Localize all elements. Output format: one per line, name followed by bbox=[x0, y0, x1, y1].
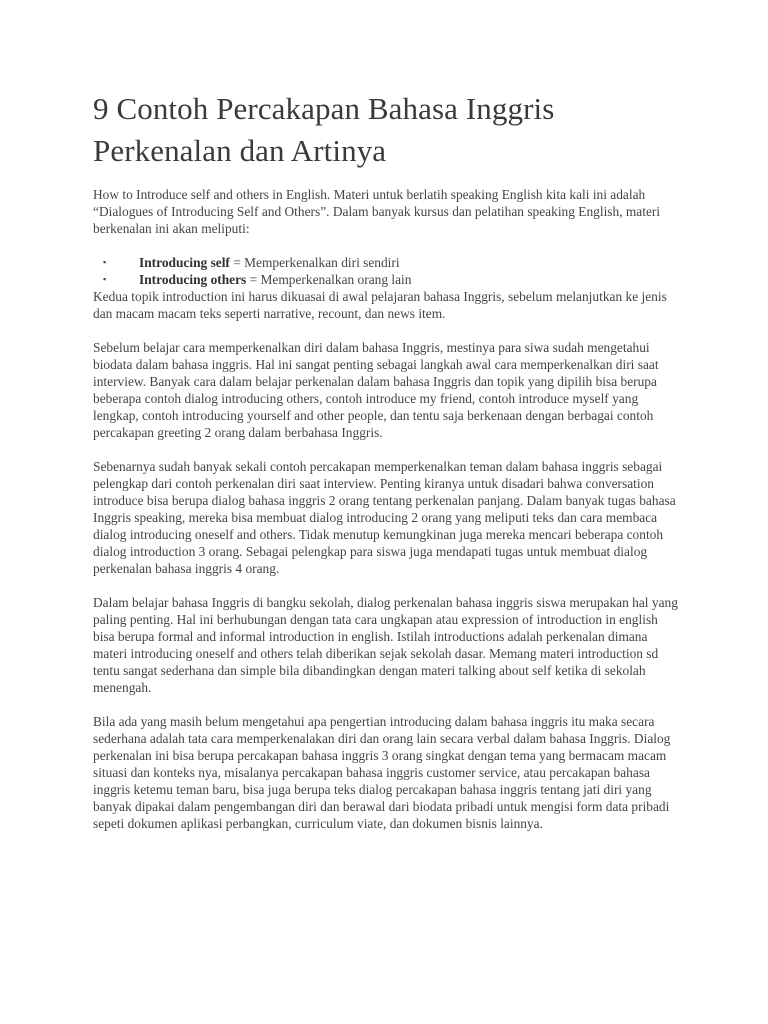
body-paragraph: Sebenarnya sudah banyak sekali contoh percakapan memperkenalkan teman dalam bahasa inggris sebagai pelengkap dari contoh perkenalan diri saat interview. Penting kiranya untuk disadari bahwa conversation introduce bisa berupa dialog bahasa inggris 2 orang tentang perkenalan panjang. Dalam banyak tugas bahasa Inggris speaking, mereka bisa membuat dialog introducing 2 orang yang meliputi teks dan cara membaca dialog introducing oneself and others. Tidak menutup kemungkinan juga mereka mencari beberapa contoh dialog introduction 3 orang. Sebagai pelengkap para siswa juga mendapati tugas untuk membuat dialog perkenalan bahasa inggris 4 orang. bbox=[93, 459, 676, 576]
body-paragraph: Bila ada yang masih belum mengetahui apa pengertian introducing dalam bahasa inggris itu maka secara sederhana adalah tata cara memperkenalakan diri dan orang lain secara verbal dalam bahasa Inggris. Dialog perkenalan ini bisa berupa percakapan bahasa inggris 3 orang singkat dengan tema yang bermacam macam situasi dan konteks nya, misalanya percakapan bahasa inggris customer service, atau percakapan bahasa inggris ketemu teman baru, bisa juga berupa teks dialog percakapan bahasa inggris tentang jati diri yang banyak dipakai dalam pengembangan diri dan berawal dari biodata pribadi untuk mengisi form data pribadi sepeti dokumen aplikasi perbangkan, curriculum viate, dan dokumen bisnis lainnya. bbox=[93, 714, 671, 831]
list-item-term: Introducing self bbox=[139, 255, 230, 270]
list-item-definition: = Memperkenalkan orang lain bbox=[246, 272, 412, 287]
document-title: 9 Contoh Percakapan Bahasa Inggris Perkenalan dan Artinya bbox=[93, 91, 555, 168]
list-item-definition: = Memperkenalkan diri sendiri bbox=[229, 255, 400, 270]
square-bullet-icon: ▪ bbox=[103, 257, 107, 267]
square-bullet-icon: ▪ bbox=[103, 274, 107, 284]
body-paragraph: Kedua topik introduction ini harus dikuasai di awal pelajaran bahasa Inggris, sebelum melanjutkan ke jenis dan macam macam teks seperti narrative, recount, dan news item. bbox=[93, 289, 667, 321]
body-paragraph: Dalam belajar bahasa Inggris di bangku sekolah, dialog perkenalan bahasa inggris siswa merupakan hal yang paling penting. Hal ini berhubungan dengan tata cara ungkapan atau expression of introduction in english bisa berupa formal and informal introduction in english. Istilah introductions adalah perkenalan dimana materi introducing oneself and others telah diberikan sejak sekolah dasar. Memang materi introduction sd tentu sangat sederhana dan simple bila dibandingkan dengan materi talking about self ketika di sekolah menengah. bbox=[93, 595, 678, 695]
list-item-term: Introducing others bbox=[139, 272, 247, 287]
document-page bbox=[93, 88, 678, 832]
topic-list bbox=[93, 254, 678, 288]
list-item bbox=[93, 271, 678, 288]
intro-paragraph: How to Introduce self and others in English. Materi untuk berlatih speaking English kita kali ini adalah “Dialogues of Introducing Self and Others”. Dalam banyak kursus dan pelatihan speaking English, materi berkenalan ini akan meliputi: bbox=[93, 187, 661, 236]
body-paragraph: Sebelum belajar cara memperkenalkan diri dalam bahasa Inggris, mestinya para siwa sudah mengetahui biodata dalam bahasa inggris. Hal ini sangat penting sebagai langkah awal cara memperkenalkan diri saat interview. Banyak cara dalam belajar perkenalan dalam bahasa Inggris dan topik yang dipilih bisa berupa beberapa contoh dialog introducing others, contoh introduce my friend, contoh introduce myself yang lengkap, contoh introducing yourself and other people, dan tentu saja berkenaan dengan berbagai contoh percakapan greeting 2 orang dalam berbahasa Inggris. bbox=[93, 340, 659, 440]
list-item bbox=[93, 254, 678, 271]
